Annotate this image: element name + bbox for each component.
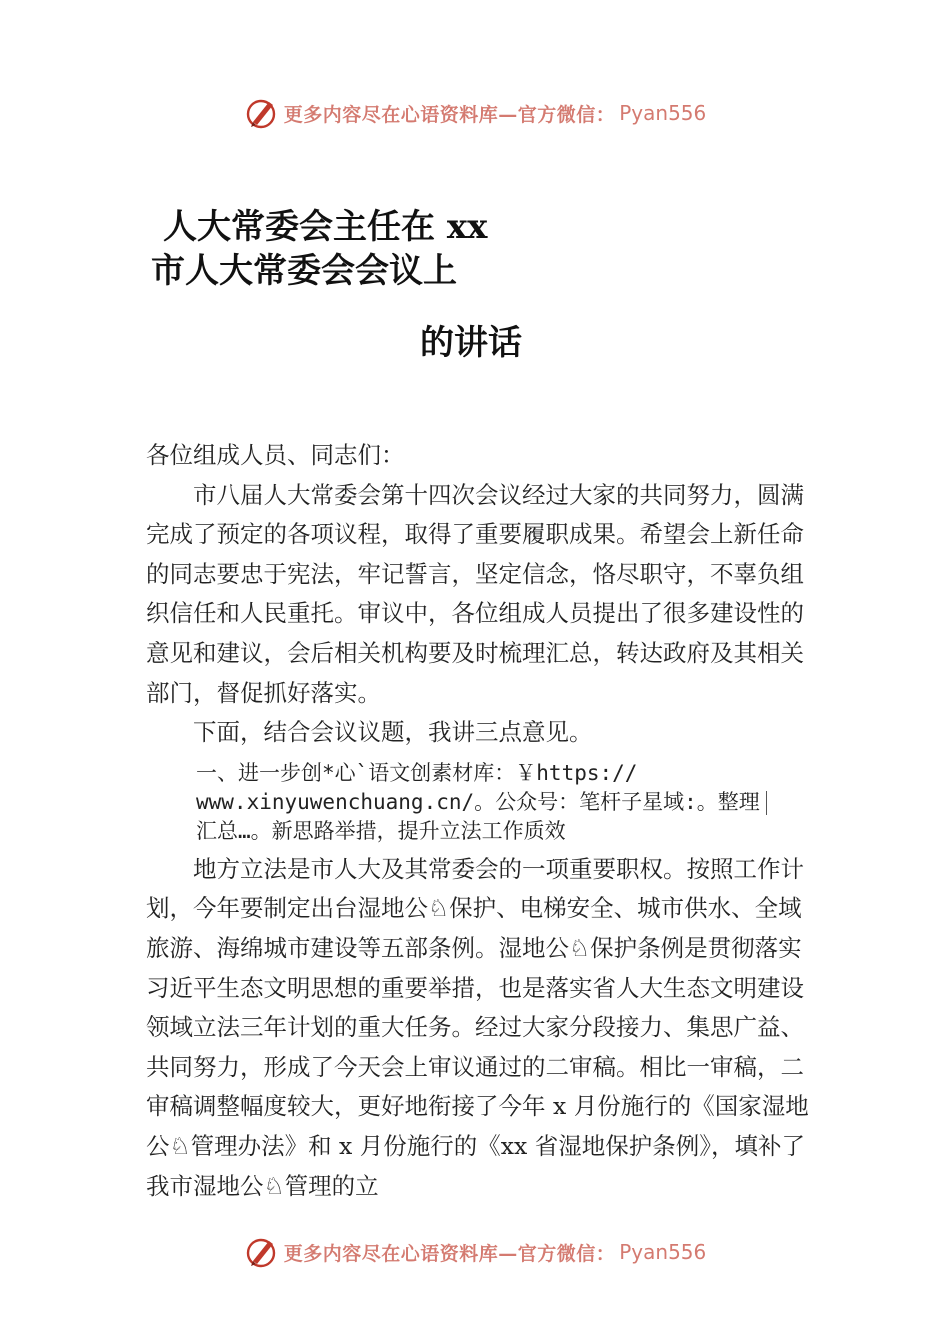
document-body xyxy=(146,436,812,1206)
header-banner xyxy=(0,93,950,133)
section-1-heading xyxy=(146,759,812,846)
footer-banner-text: 更多内容尽在心语资料库—官方微信： xyxy=(283,1242,616,1265)
pen-logo-icon xyxy=(244,1234,280,1270)
vertical-rule xyxy=(766,791,767,815)
title-line-3: 的讲话 xyxy=(420,323,522,363)
title-line-2: 市人大常委会会议上 xyxy=(151,251,457,291)
header-banner-text: 更多内容尽在心语资料库—官方微信： xyxy=(283,103,616,126)
section-1-line-3: 汇总…。新思路举措，提升立法工作质效 xyxy=(196,818,566,843)
greeting: 各位组成人员、同志们： xyxy=(146,441,405,469)
footer-banner xyxy=(0,1232,950,1272)
paragraph-1: 市八届人大常委会第十四次会议经过大家的共同努力，圆满完成了预定的各项议程，取得了重要履职成果。希望会上新任命的同志要忠于宪法，牢记誓言，坚定信念，恪尽职守，不辜负组织信任和人民重托。审议中，各位组成人员提出了很多建设性的意见和建议，会后相关机构要及时梳理汇总，转达政府及其相关部门，督促抓好落实。 xyxy=(146,480,804,707)
paragraph-2: 下面，结合会议议题，我讲三点意见。 xyxy=(193,718,593,747)
paragraph-3: 地方立法是市人大及其常委会的一项重要职权。按照工作计划，今年要制定出台湿地公♘保护、电梯安全、城市供水、全域旅游、海绵城市建设等五部条例。湿地公♘保护条例是贯彻落实习近平生态文明思想的重要举措，也是落实省人大生态文明建设领域立法三年计划的重大任务。经过大家分段接力、集思广益、共同努力，形成了今天会上审议通过的二审稿。相比一审稿，二审稿调整幅度较大，更好地衔接了今年 x 月份施行的《国家湿地公♘管理办法》和 x 月份施行的《xx 省湿地保护条例》，填补了我市湿地公♘管理的立 xyxy=(146,854,809,1200)
section-1-line-2: www.xinyuwenchuang.cn/。公众号：笔杆子星域:。整理 xyxy=(196,789,760,814)
section-1-line-1: 一、进一步创*心`语文创素材库：￥https:// xyxy=(196,760,638,785)
pen-logo-icon xyxy=(244,95,280,131)
footer-banner-id: Pyan556 xyxy=(619,1240,707,1264)
title-line-1: 人大常委会主任在 xx xyxy=(163,207,488,247)
header-banner-id: Pyan556 xyxy=(619,101,707,125)
